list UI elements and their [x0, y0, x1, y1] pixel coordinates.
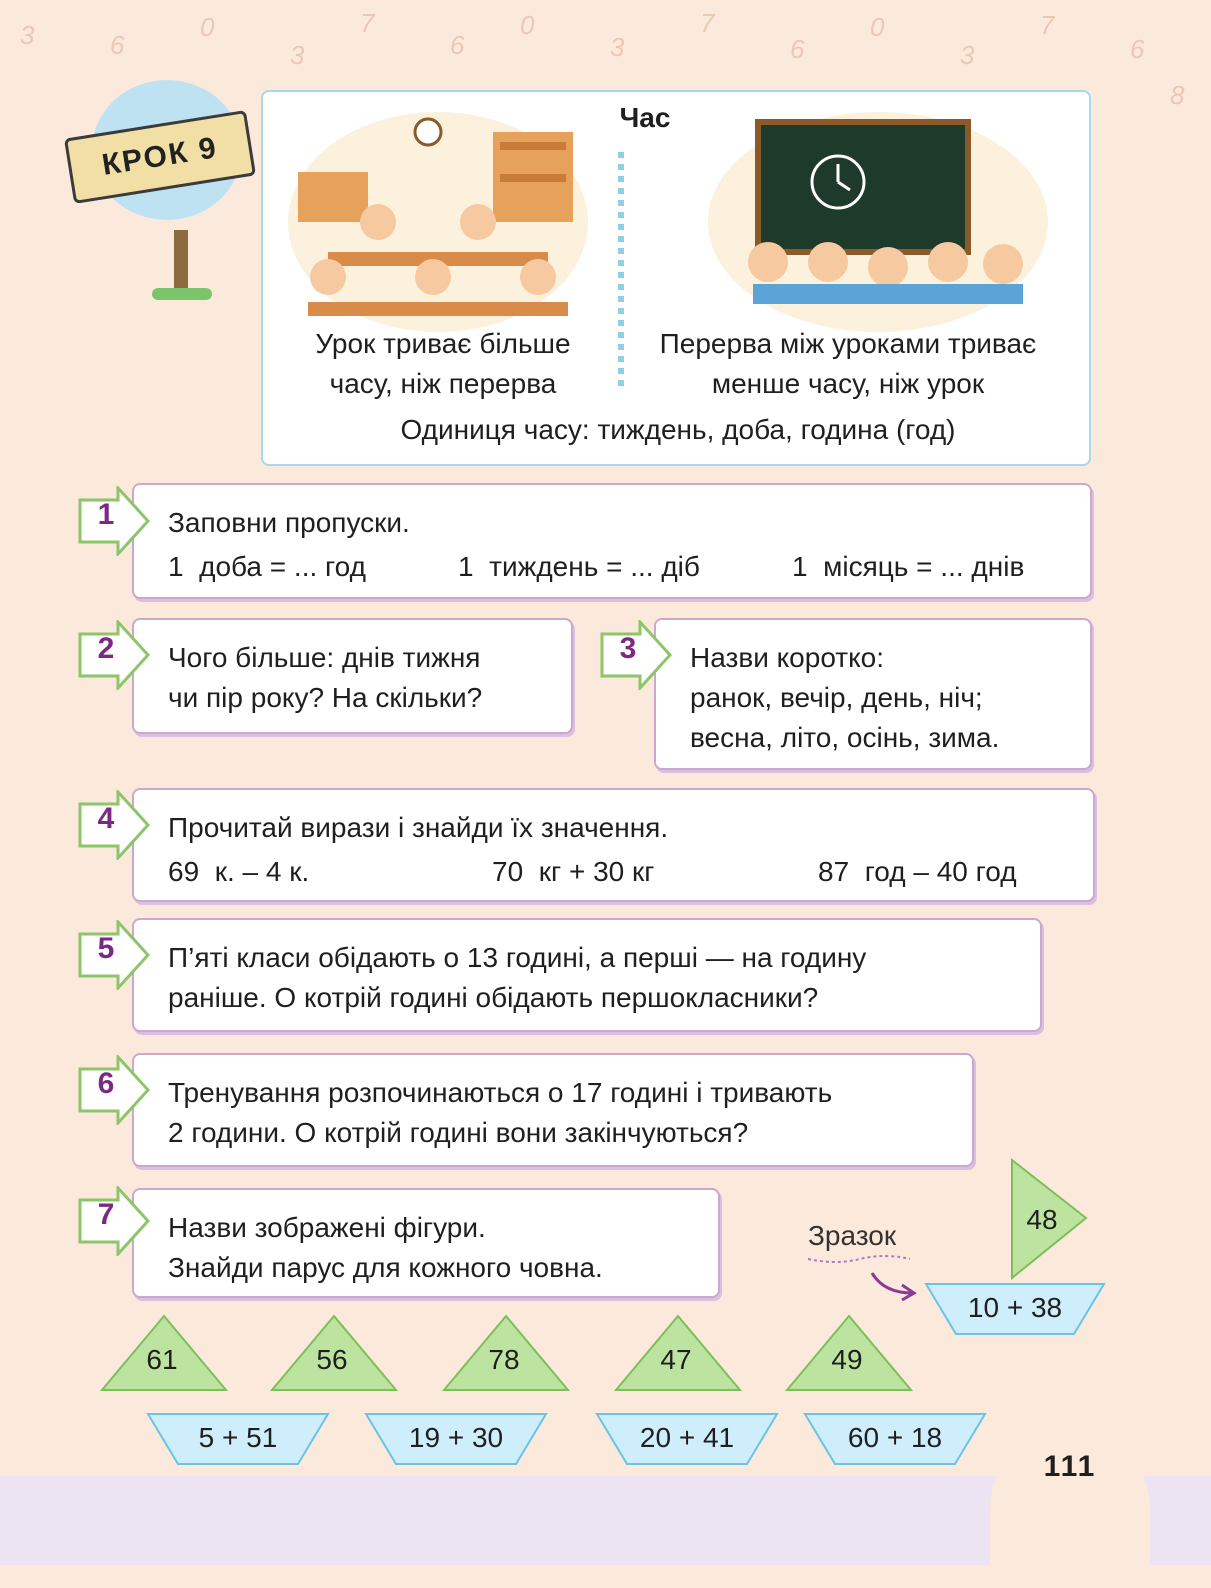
task-4-item: 87 год – 40 год — [818, 856, 1017, 887]
sail-triangle — [785, 1314, 913, 1392]
task-5-box — [132, 918, 1042, 1032]
boat-trapezoid — [803, 1412, 987, 1466]
step-sign: КРОК 9 — [64, 110, 256, 204]
task-4-text: Прочитай вирази і знайди їх значення. — [168, 812, 669, 843]
task-4-marker — [78, 790, 150, 860]
task-3-marker — [600, 620, 672, 690]
sample-sail — [1010, 1158, 1090, 1280]
boat-expression: 5 + 51 — [198, 1422, 278, 1453]
task-7-line: Знайди парус для кожного човна. — [168, 1252, 603, 1283]
task-1-item: 1 доба = ... год — [168, 551, 366, 582]
boat-expression: 10 + 38 — [967, 1292, 1063, 1323]
step-badge — [62, 80, 252, 220]
sail-triangle — [270, 1314, 398, 1392]
task-4-box — [132, 788, 1095, 902]
task-1-item: 1 тиждень = ... діб — [458, 551, 700, 582]
dotted-divider — [618, 152, 624, 392]
task-7-box — [132, 1188, 720, 1298]
task-6-marker — [78, 1055, 150, 1125]
time-units-line: Одиниця часу: тиждень, доба, година (год) — [400, 414, 956, 445]
boat-expression: 19 + 30 — [408, 1422, 504, 1453]
caption-line: менше часу, ніж урок — [711, 368, 985, 399]
task-4-item: 70 кг + 30 кг — [492, 856, 655, 887]
classroom-illustration — [288, 112, 588, 332]
task-2-box — [132, 618, 573, 734]
caption-line: Урок триває більше — [315, 328, 571, 359]
lesson-caption — [273, 324, 613, 404]
task-1-box — [132, 483, 1092, 599]
sail-number: 47 — [660, 1344, 692, 1375]
task-3-line: весна, літо, осінь, зима. — [690, 722, 1000, 753]
task-7-line: Назви зображені фігури. — [168, 1212, 486, 1243]
task-number: 3 — [619, 632, 637, 665]
task-4-item: 69 к. – 4 к. — [168, 856, 310, 887]
sail-number: 78 — [488, 1344, 520, 1375]
sail-triangle — [442, 1314, 570, 1392]
task-5-line: раніше. О котрій годині обідають першокласники? — [168, 982, 819, 1013]
task-3-line: Назви коротко: — [690, 642, 885, 673]
task-5-marker — [78, 920, 150, 990]
info-title: Час — [619, 102, 671, 133]
task-6-box — [132, 1053, 974, 1167]
task-2-line: чи пір року? На скільки? — [168, 682, 483, 713]
boat-expression: 20 + 41 — [639, 1422, 735, 1453]
sample-label: Зразок — [808, 1220, 897, 1251]
task-2-marker — [78, 620, 150, 690]
background-digits: 3 6 0 3 7 6 0 3 7 6 0 3 7 6 8 — [20, 8, 1185, 110]
boat-trapezoid — [595, 1412, 779, 1466]
task-number: 2 — [97, 632, 115, 665]
sail-triangle — [614, 1314, 742, 1392]
sample-boat — [924, 1282, 1106, 1336]
caption-line: часу, ніж перерва — [329, 368, 557, 399]
sail-triangle — [100, 1314, 228, 1392]
task-number: 1 — [97, 498, 115, 531]
task-1-item: 1 місяць = ... днів — [792, 551, 1025, 582]
task-7-marker — [78, 1186, 150, 1256]
task-3-line: ранок, вечір, день, ніч; — [690, 682, 983, 713]
task-5-line: П’яті класи обідають о 13 годині, а перші — на годину — [168, 942, 867, 973]
task-1-text: Заповни пропуски. — [168, 507, 410, 538]
boat-trapezoid — [146, 1412, 330, 1466]
task-6-line: 2 години. О котрій годині вони закінчуються? — [168, 1117, 749, 1148]
page-number: 111 — [1043, 1450, 1097, 1483]
sail-number: 48 — [1026, 1204, 1058, 1235]
sail-number: 49 — [831, 1344, 863, 1375]
task-number: 5 — [97, 932, 115, 965]
task-2-line: Чого більше: днів тижня — [168, 642, 481, 673]
caption-line: Перерва між уроками триває — [659, 328, 1037, 359]
sail-number: 56 — [316, 1344, 348, 1375]
break-illustration — [708, 112, 1048, 332]
grass-tuft — [152, 288, 212, 300]
sample-arrow-icon — [806, 1255, 918, 1301]
theory-panel — [261, 90, 1091, 466]
task-6-line: Тренування розпочинаються о 17 годині і тривають — [168, 1077, 833, 1108]
boat-trapezoid — [364, 1412, 548, 1466]
task-number: 7 — [97, 1198, 115, 1231]
boat-expression: 60 + 18 — [847, 1422, 943, 1453]
task-3-box — [654, 618, 1092, 770]
sail-number: 61 — [146, 1344, 178, 1375]
break-caption — [628, 324, 1068, 404]
task-number: 6 — [97, 1067, 115, 1100]
task-number: 4 — [97, 802, 115, 835]
task-1-marker — [78, 486, 150, 556]
